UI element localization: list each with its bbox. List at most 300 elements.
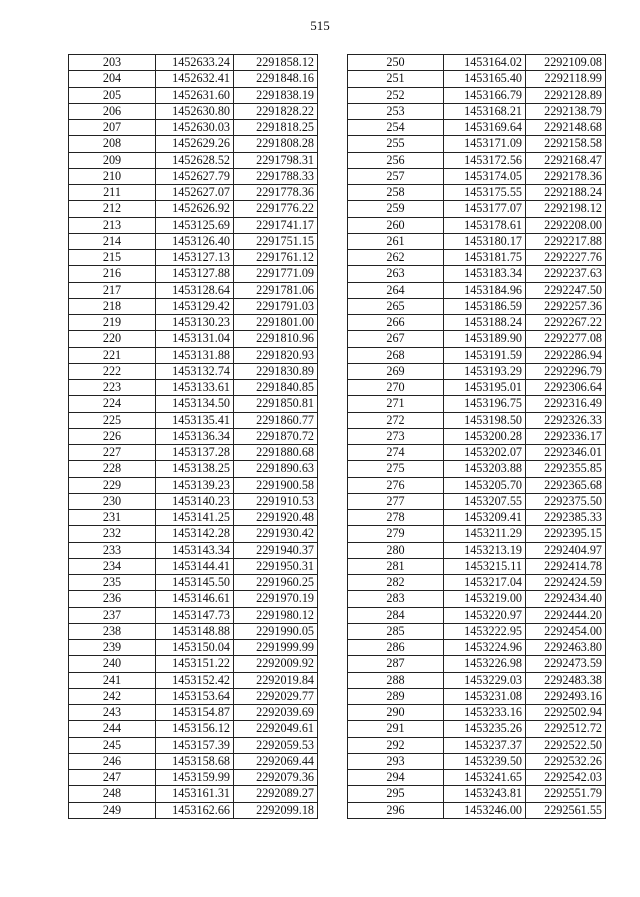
x-coordinate-cell: 1453196.75 [444, 396, 526, 412]
y-coordinate-cell: 2292059.53 [234, 737, 318, 753]
y-coordinate-cell: 2292118.99 [526, 71, 606, 87]
point-number-cell: 256 [348, 152, 444, 168]
point-number-cell: 287 [348, 656, 444, 672]
table-row [348, 185, 606, 201]
x-coordinate-cell: 1452628.52 [156, 152, 234, 168]
y-coordinate-cell: 2292454.00 [526, 623, 606, 639]
table-row [69, 688, 318, 704]
y-coordinate-cell: 2291818.25 [234, 120, 318, 136]
x-coordinate-cell: 1453211.29 [444, 526, 526, 542]
table-row [69, 55, 318, 71]
x-coordinate-cell: 1453129.42 [156, 298, 234, 314]
x-coordinate-cell: 1453193.29 [444, 363, 526, 379]
point-number-cell: 262 [348, 250, 444, 266]
point-number-cell: 279 [348, 526, 444, 542]
table-row [348, 298, 606, 314]
y-coordinate-cell: 2291840.85 [234, 380, 318, 396]
x-coordinate-cell: 1453131.04 [156, 331, 234, 347]
point-number-cell: 254 [348, 120, 444, 136]
x-coordinate-cell: 1453180.17 [444, 233, 526, 249]
x-coordinate-cell: 1453205.70 [444, 477, 526, 493]
point-number-cell: 203 [69, 55, 156, 71]
x-coordinate-cell: 1453141.25 [156, 510, 234, 526]
table-row [69, 542, 318, 558]
y-coordinate-cell: 2291870.72 [234, 428, 318, 444]
y-coordinate-cell: 2292099.18 [234, 802, 318, 818]
point-number-cell: 269 [348, 363, 444, 379]
y-coordinate-cell: 2292277.08 [526, 331, 606, 347]
x-coordinate-cell: 1453130.23 [156, 315, 234, 331]
table-row [348, 103, 606, 119]
point-number-cell: 294 [348, 770, 444, 786]
y-coordinate-cell: 2291860.77 [234, 412, 318, 428]
x-coordinate-cell: 1453133.61 [156, 380, 234, 396]
table-row [348, 737, 606, 753]
point-number-cell: 220 [69, 331, 156, 347]
y-coordinate-cell: 2291741.17 [234, 217, 318, 233]
table-row [348, 770, 606, 786]
table-row [348, 477, 606, 493]
point-number-cell: 222 [69, 363, 156, 379]
y-coordinate-cell: 2292128.89 [526, 87, 606, 103]
x-coordinate-cell: 1453147.73 [156, 607, 234, 623]
x-coordinate-cell: 1453161.31 [156, 786, 234, 802]
point-number-cell: 226 [69, 428, 156, 444]
y-coordinate-cell: 2292473.59 [526, 656, 606, 672]
y-coordinate-cell: 2291761.12 [234, 250, 318, 266]
x-coordinate-cell: 1453148.88 [156, 623, 234, 639]
x-coordinate-cell: 1453198.50 [444, 412, 526, 428]
x-coordinate-cell: 1453233.16 [444, 705, 526, 721]
x-coordinate-cell: 1453188.24 [444, 315, 526, 331]
x-coordinate-cell: 1453165.40 [444, 71, 526, 87]
y-coordinate-cell: 2292512.72 [526, 721, 606, 737]
x-coordinate-cell: 1453237.37 [444, 737, 526, 753]
x-coordinate-cell: 1453126.40 [156, 233, 234, 249]
table-row [69, 71, 318, 87]
point-number-cell: 214 [69, 233, 156, 249]
x-coordinate-cell: 1453145.50 [156, 575, 234, 591]
point-number-cell: 274 [348, 445, 444, 461]
x-coordinate-cell: 1452626.92 [156, 201, 234, 217]
point-number-cell: 241 [69, 672, 156, 688]
y-coordinate-cell: 2292237.63 [526, 266, 606, 282]
table-row [348, 217, 606, 233]
y-coordinate-cell: 2292208.00 [526, 217, 606, 233]
y-coordinate-cell: 2292188.24 [526, 185, 606, 201]
table-row [348, 705, 606, 721]
x-coordinate-cell: 1453134.50 [156, 396, 234, 412]
x-coordinate-cell: 1453175.55 [444, 185, 526, 201]
table-row [69, 298, 318, 314]
x-coordinate-cell: 1453229.03 [444, 672, 526, 688]
x-coordinate-cell: 1453183.34 [444, 266, 526, 282]
table-row [69, 201, 318, 217]
y-coordinate-cell: 2291900.58 [234, 477, 318, 493]
point-number-cell: 288 [348, 672, 444, 688]
point-number-cell: 283 [348, 591, 444, 607]
point-number-cell: 235 [69, 575, 156, 591]
point-number-cell: 268 [348, 347, 444, 363]
table-row [348, 721, 606, 737]
table-row [348, 396, 606, 412]
x-coordinate-cell: 1452633.24 [156, 55, 234, 71]
point-number-cell: 286 [348, 640, 444, 656]
point-number-cell: 205 [69, 87, 156, 103]
point-number-cell: 270 [348, 380, 444, 396]
y-coordinate-cell: 2292355.85 [526, 461, 606, 477]
y-coordinate-cell: 2292217.88 [526, 233, 606, 249]
point-number-cell: 225 [69, 412, 156, 428]
x-coordinate-cell: 1453177.07 [444, 201, 526, 217]
x-coordinate-cell: 1453231.08 [444, 688, 526, 704]
x-coordinate-cell: 1453169.64 [444, 120, 526, 136]
y-coordinate-cell: 2291850.81 [234, 396, 318, 412]
point-number-cell: 258 [348, 185, 444, 201]
point-number-cell: 284 [348, 607, 444, 623]
x-coordinate-cell: 1453150.04 [156, 640, 234, 656]
table-row [69, 558, 318, 574]
y-coordinate-cell: 2292049.61 [234, 721, 318, 737]
point-number-cell: 276 [348, 477, 444, 493]
table-row [69, 802, 318, 818]
x-coordinate-cell: 1453157.39 [156, 737, 234, 753]
y-coordinate-cell: 2291920.48 [234, 510, 318, 526]
x-coordinate-cell: 1453241.65 [444, 770, 526, 786]
x-coordinate-cell: 1453137.28 [156, 445, 234, 461]
y-coordinate-cell: 2292247.50 [526, 282, 606, 298]
point-number-cell: 229 [69, 477, 156, 493]
y-coordinate-cell: 2291858.12 [234, 55, 318, 71]
y-coordinate-cell: 2292395.15 [526, 526, 606, 542]
point-number-cell: 244 [69, 721, 156, 737]
table-row [348, 640, 606, 656]
table-row [348, 380, 606, 396]
x-coordinate-cell: 1453153.64 [156, 688, 234, 704]
table-row [69, 250, 318, 266]
point-number-cell: 236 [69, 591, 156, 607]
point-number-cell: 277 [348, 493, 444, 509]
x-coordinate-cell: 1453184.96 [444, 282, 526, 298]
y-coordinate-cell: 2292424.59 [526, 575, 606, 591]
x-coordinate-cell: 1453159.99 [156, 770, 234, 786]
point-number-cell: 249 [69, 802, 156, 818]
table-row [69, 656, 318, 672]
x-coordinate-cell: 1453189.90 [444, 331, 526, 347]
point-number-cell: 247 [69, 770, 156, 786]
table-row [348, 688, 606, 704]
table-body [69, 55, 318, 819]
y-coordinate-cell: 2291890.63 [234, 461, 318, 477]
table-row [69, 445, 318, 461]
point-number-cell: 216 [69, 266, 156, 282]
point-number-cell: 232 [69, 526, 156, 542]
x-coordinate-cell: 1453224.96 [444, 640, 526, 656]
y-coordinate-cell: 2292257.36 [526, 298, 606, 314]
table-row [348, 802, 606, 818]
y-coordinate-cell: 2292532.26 [526, 753, 606, 769]
x-coordinate-cell: 1453166.79 [444, 87, 526, 103]
x-coordinate-cell: 1453219.00 [444, 591, 526, 607]
y-coordinate-cell: 2292522.50 [526, 737, 606, 753]
point-number-cell: 292 [348, 737, 444, 753]
point-number-cell: 267 [348, 331, 444, 347]
y-coordinate-cell: 2292286.94 [526, 347, 606, 363]
table-row [69, 428, 318, 444]
x-coordinate-cell: 1453195.01 [444, 380, 526, 396]
table-row [348, 347, 606, 363]
x-coordinate-cell: 1452629.26 [156, 136, 234, 152]
y-coordinate-cell: 2292148.68 [526, 120, 606, 136]
point-number-cell: 231 [69, 510, 156, 526]
point-number-cell: 243 [69, 705, 156, 721]
point-number-cell: 245 [69, 737, 156, 753]
x-coordinate-cell: 1453168.21 [444, 103, 526, 119]
table-row [348, 71, 606, 87]
y-coordinate-cell: 2292346.01 [526, 445, 606, 461]
x-coordinate-cell: 1453235.26 [444, 721, 526, 737]
table-row [348, 412, 606, 428]
table-row [348, 510, 606, 526]
y-coordinate-cell: 2292375.50 [526, 493, 606, 509]
table-row [348, 136, 606, 152]
y-coordinate-cell: 2292316.49 [526, 396, 606, 412]
point-number-cell: 227 [69, 445, 156, 461]
table-row [69, 786, 318, 802]
table-row [348, 331, 606, 347]
x-coordinate-cell: 1453171.09 [444, 136, 526, 152]
table-row [348, 591, 606, 607]
table-row [348, 282, 606, 298]
y-coordinate-cell: 2292069.44 [234, 753, 318, 769]
point-number-cell: 272 [348, 412, 444, 428]
y-coordinate-cell: 2292542.03 [526, 770, 606, 786]
table-row [69, 623, 318, 639]
y-coordinate-cell: 2292198.12 [526, 201, 606, 217]
y-coordinate-cell: 2292267.22 [526, 315, 606, 331]
table-row [348, 168, 606, 184]
point-number-cell: 289 [348, 688, 444, 704]
table-row [69, 705, 318, 721]
point-number-cell: 291 [348, 721, 444, 737]
x-coordinate-cell: 1453156.12 [156, 721, 234, 737]
y-coordinate-cell: 2292365.68 [526, 477, 606, 493]
x-coordinate-cell: 1453202.07 [444, 445, 526, 461]
table-row [69, 461, 318, 477]
point-number-cell: 204 [69, 71, 156, 87]
table-row [348, 445, 606, 461]
point-number-cell: 264 [348, 282, 444, 298]
x-coordinate-cell: 1453127.13 [156, 250, 234, 266]
point-number-cell: 242 [69, 688, 156, 704]
y-coordinate-cell: 2292502.94 [526, 705, 606, 721]
table-row [69, 753, 318, 769]
table-row [69, 363, 318, 379]
table-row [69, 737, 318, 753]
y-coordinate-cell: 2292168.47 [526, 152, 606, 168]
point-number-cell: 285 [348, 623, 444, 639]
x-coordinate-cell: 1453151.22 [156, 656, 234, 672]
point-number-cell: 209 [69, 152, 156, 168]
point-number-cell: 295 [348, 786, 444, 802]
point-number-cell: 252 [348, 87, 444, 103]
point-number-cell: 233 [69, 542, 156, 558]
x-coordinate-cell: 1453186.59 [444, 298, 526, 314]
x-coordinate-cell: 1453132.74 [156, 363, 234, 379]
table-row [69, 233, 318, 249]
y-coordinate-cell: 2292089.27 [234, 786, 318, 802]
table-row [69, 591, 318, 607]
point-number-cell: 259 [348, 201, 444, 217]
table-row [348, 87, 606, 103]
x-coordinate-cell: 1453158.68 [156, 753, 234, 769]
y-coordinate-cell: 2292296.79 [526, 363, 606, 379]
y-coordinate-cell: 2292551.79 [526, 786, 606, 802]
table-row [69, 380, 318, 396]
point-number-cell: 278 [348, 510, 444, 526]
point-number-cell: 211 [69, 185, 156, 201]
point-number-cell: 210 [69, 168, 156, 184]
table-row [348, 266, 606, 282]
y-coordinate-cell: 2291930.42 [234, 526, 318, 542]
point-number-cell: 282 [348, 575, 444, 591]
y-coordinate-cell: 2292306.64 [526, 380, 606, 396]
y-coordinate-cell: 2292039.69 [234, 705, 318, 721]
y-coordinate-cell: 2291791.03 [234, 298, 318, 314]
point-number-cell: 263 [348, 266, 444, 282]
table-row [348, 672, 606, 688]
table-row [348, 623, 606, 639]
y-coordinate-cell: 2291830.89 [234, 363, 318, 379]
point-number-cell: 237 [69, 607, 156, 623]
table-row [348, 526, 606, 542]
table-row [69, 152, 318, 168]
point-number-cell: 271 [348, 396, 444, 412]
x-coordinate-cell: 1452632.41 [156, 71, 234, 87]
x-coordinate-cell: 1453127.88 [156, 266, 234, 282]
point-number-cell: 217 [69, 282, 156, 298]
x-coordinate-cell: 1453213.19 [444, 542, 526, 558]
y-coordinate-cell: 2292385.33 [526, 510, 606, 526]
point-number-cell: 251 [348, 71, 444, 87]
point-number-cell: 261 [348, 233, 444, 249]
x-coordinate-cell: 1453174.05 [444, 168, 526, 184]
x-coordinate-cell: 1453246.00 [444, 802, 526, 818]
x-coordinate-cell: 1453239.50 [444, 753, 526, 769]
table-row [348, 120, 606, 136]
y-coordinate-cell: 2291778.36 [234, 185, 318, 201]
x-coordinate-cell: 1452630.80 [156, 103, 234, 119]
point-number-cell: 246 [69, 753, 156, 769]
table-body [348, 55, 606, 819]
table-row [69, 120, 318, 136]
table-row [69, 640, 318, 656]
x-coordinate-cell: 1452627.79 [156, 168, 234, 184]
y-coordinate-cell: 2291838.19 [234, 87, 318, 103]
y-coordinate-cell: 2292009.92 [234, 656, 318, 672]
y-coordinate-cell: 2292463.80 [526, 640, 606, 656]
point-number-cell: 273 [348, 428, 444, 444]
y-coordinate-cell: 2292227.76 [526, 250, 606, 266]
table-row [348, 493, 606, 509]
x-coordinate-cell: 1453243.81 [444, 786, 526, 802]
table-row [69, 103, 318, 119]
y-coordinate-cell: 2291848.16 [234, 71, 318, 87]
y-coordinate-cell: 2292404.97 [526, 542, 606, 558]
x-coordinate-cell: 1453131.88 [156, 347, 234, 363]
x-coordinate-cell: 1453226.98 [444, 656, 526, 672]
y-coordinate-cell: 2291990.05 [234, 623, 318, 639]
table-row [348, 461, 606, 477]
table-row [69, 607, 318, 623]
point-number-cell: 280 [348, 542, 444, 558]
table-row [69, 185, 318, 201]
table-row [69, 770, 318, 786]
point-number-cell: 208 [69, 136, 156, 152]
point-number-cell: 257 [348, 168, 444, 184]
x-coordinate-cell: 1452627.07 [156, 185, 234, 201]
point-number-cell: 218 [69, 298, 156, 314]
y-coordinate-cell: 2292336.17 [526, 428, 606, 444]
y-coordinate-cell: 2291960.25 [234, 575, 318, 591]
y-coordinate-cell: 2292483.38 [526, 672, 606, 688]
table-row [69, 282, 318, 298]
point-number-cell: 238 [69, 623, 156, 639]
x-coordinate-cell: 1453222.95 [444, 623, 526, 639]
x-coordinate-cell: 1453209.41 [444, 510, 526, 526]
x-coordinate-cell: 1453164.02 [444, 55, 526, 71]
table-row [69, 331, 318, 347]
table-row [348, 428, 606, 444]
y-coordinate-cell: 2292158.58 [526, 136, 606, 152]
point-number-cell: 265 [348, 298, 444, 314]
y-coordinate-cell: 2291808.28 [234, 136, 318, 152]
table-row [348, 233, 606, 249]
point-number-cell: 212 [69, 201, 156, 217]
y-coordinate-cell: 2292019.84 [234, 672, 318, 688]
y-coordinate-cell: 2292493.16 [526, 688, 606, 704]
y-coordinate-cell: 2291798.31 [234, 152, 318, 168]
point-number-cell: 224 [69, 396, 156, 412]
y-coordinate-cell: 2292109.08 [526, 55, 606, 71]
y-coordinate-cell: 2291970.19 [234, 591, 318, 607]
x-coordinate-cell: 1453191.59 [444, 347, 526, 363]
point-number-cell: 260 [348, 217, 444, 233]
table-row [69, 412, 318, 428]
x-coordinate-cell: 1453128.64 [156, 282, 234, 298]
coordinates-table-right [347, 54, 606, 819]
table-row [348, 753, 606, 769]
x-coordinate-cell: 1453203.88 [444, 461, 526, 477]
point-number-cell: 234 [69, 558, 156, 574]
y-coordinate-cell: 2292434.40 [526, 591, 606, 607]
x-coordinate-cell: 1453154.87 [156, 705, 234, 721]
y-coordinate-cell: 2291771.09 [234, 266, 318, 282]
table-row [69, 347, 318, 363]
point-number-cell: 275 [348, 461, 444, 477]
y-coordinate-cell: 2291999.99 [234, 640, 318, 656]
x-coordinate-cell: 1453138.25 [156, 461, 234, 477]
x-coordinate-cell: 1453136.34 [156, 428, 234, 444]
x-coordinate-cell: 1453200.28 [444, 428, 526, 444]
y-coordinate-cell: 2292414.78 [526, 558, 606, 574]
y-coordinate-cell: 2291980.12 [234, 607, 318, 623]
point-number-cell: 248 [69, 786, 156, 802]
x-coordinate-cell: 1453178.61 [444, 217, 526, 233]
table-row [348, 250, 606, 266]
table-row [69, 266, 318, 282]
x-coordinate-cell: 1453207.55 [444, 493, 526, 509]
